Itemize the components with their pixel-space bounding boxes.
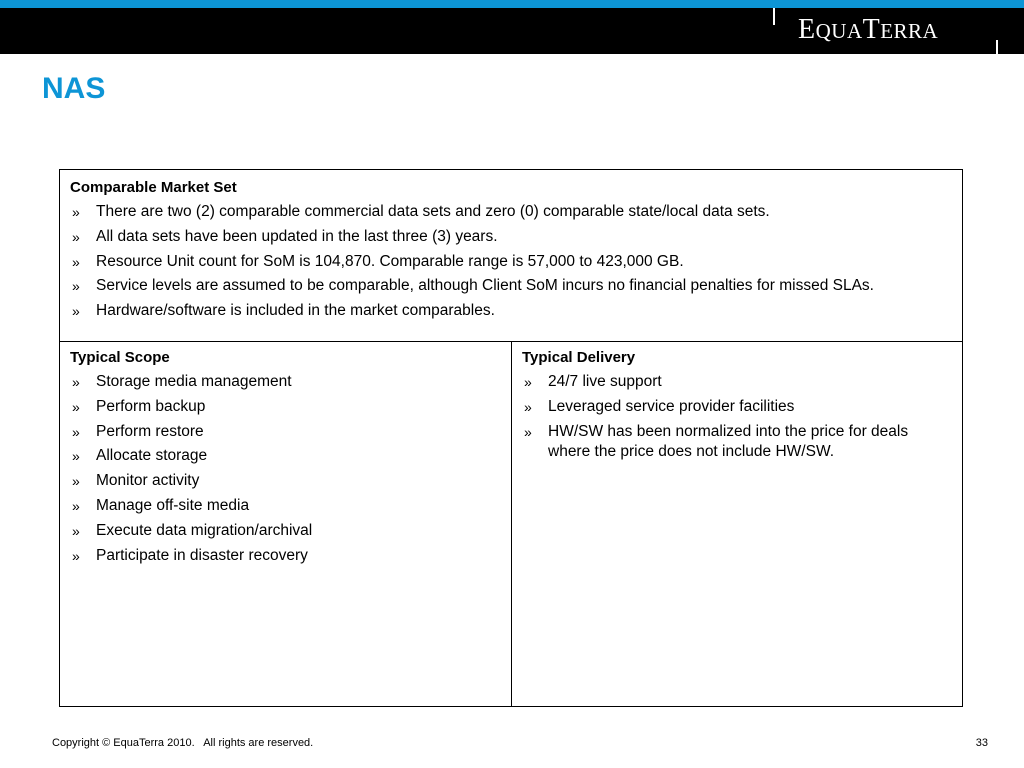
list-item: » Resource Unit count for SoM is 104,870. Comparable range is 57,000 to 423,000 GB. (70, 252, 952, 272)
brand-logo (798, 14, 938, 46)
list-item: » Storage media management (70, 372, 501, 392)
list-item: » All data sets have been updated in the last three (3) years. (70, 227, 952, 247)
list-item: » Participate in disaster recovery (70, 546, 501, 566)
logo-letter-t: T (862, 14, 881, 45)
typical-scope-list (70, 372, 501, 566)
market-set-cell (60, 170, 962, 342)
page-number: 33 (975, 737, 988, 749)
list-item: » 24/7 live support (522, 372, 952, 392)
list-item: » Perform backup (70, 397, 501, 417)
list-item: » Leveraged service provider facilities (522, 397, 952, 417)
market-set-heading: Comparable Market Set (70, 179, 237, 196)
logo-letter-e: E (798, 14, 816, 45)
page-title: NAS (42, 72, 106, 105)
typical-delivery-heading: Typical Delivery (522, 349, 636, 366)
top-accent-bar (0, 0, 1024, 8)
logo-divider-top (773, 8, 775, 25)
market-set-list (70, 202, 952, 321)
list-item: » There are two (2) comparable commercial data sets and zero (0) comparable state/local data sets. (70, 202, 952, 222)
list-item: » HW/SW has been normalized into the price for deals where the price does not include HW/SW. (522, 422, 952, 462)
list-item: » Monitor activity (70, 471, 501, 491)
list-item: » Service levels are assumed to be comparable, although Client SoM incurs no financial penalties for missed SLAs. (70, 276, 952, 296)
typical-scope-heading: Typical Scope (70, 349, 170, 366)
copyright-text: Copyright © EquaTerra 2010. All rights are reserved. (52, 737, 314, 749)
list-item: » Allocate storage (70, 446, 501, 466)
typical-scope-cell (60, 342, 512, 706)
logo-divider-bottom (996, 40, 998, 54)
typical-delivery-cell (512, 342, 962, 706)
list-item: » Manage off-site media (70, 496, 501, 516)
list-item: » Perform restore (70, 422, 501, 442)
logo-letters-erra: ERRA (880, 19, 939, 43)
list-item: » Execute data migration/archival (70, 521, 501, 541)
content-table (59, 169, 963, 707)
list-item: » Hardware/software is included in the market comparables. (70, 301, 952, 321)
typical-delivery-list (522, 372, 952, 462)
logo-letters-qua: QUA (815, 19, 863, 43)
